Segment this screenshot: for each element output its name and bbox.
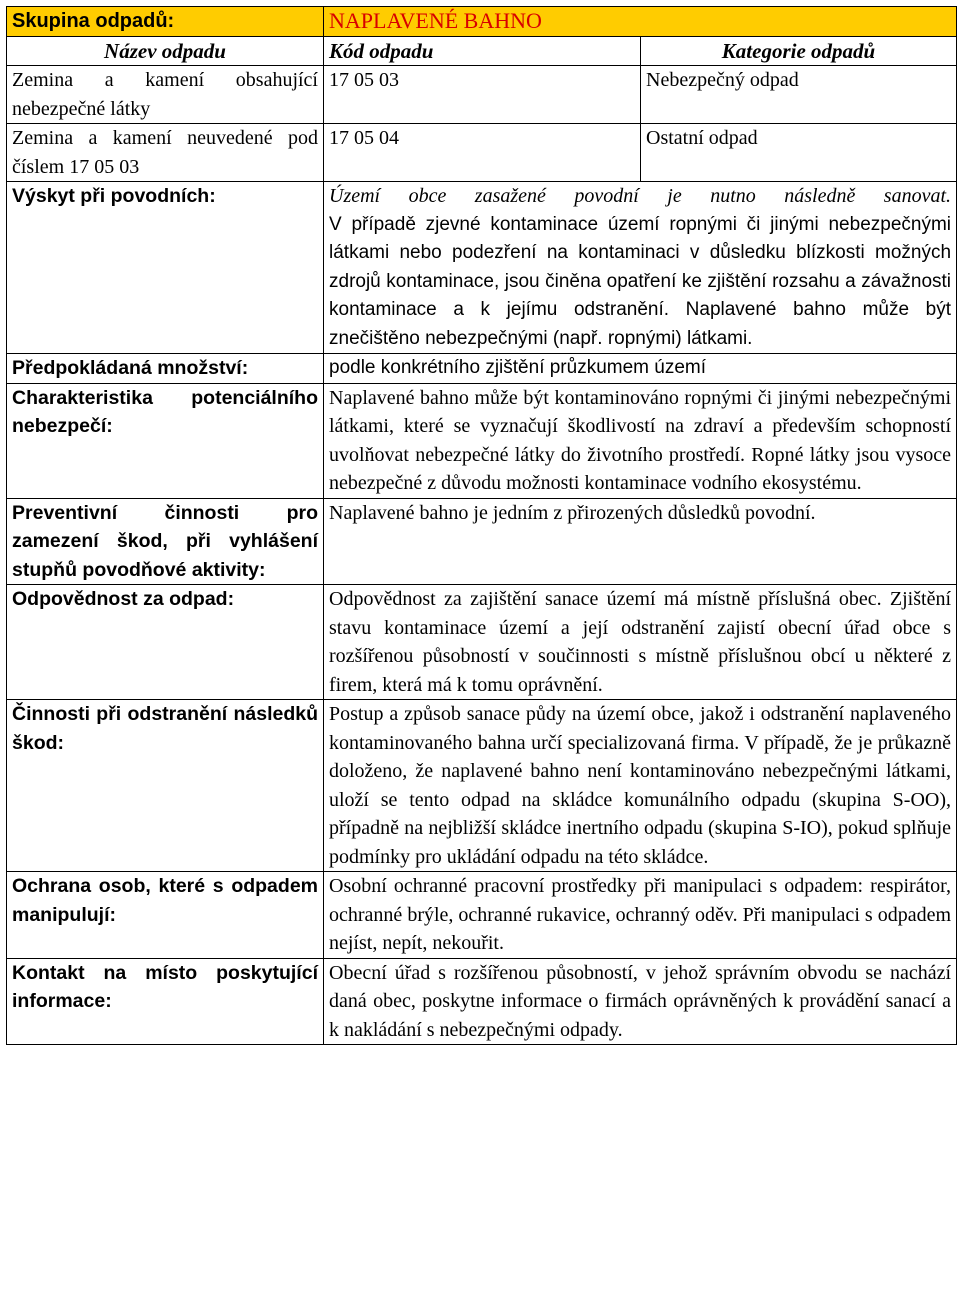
section-row — [7, 585, 957, 700]
section-row — [7, 958, 957, 1045]
column-header-name: Název odpadu — [7, 36, 324, 66]
section-value: Naplavené bahno je jedním z přirozených důsledků povodní. — [324, 498, 957, 585]
waste-row — [7, 66, 957, 124]
section-label: Preventivní činnosti pro zamezení škod, při vyhlášení stupňů povodňové aktivity: — [7, 498, 324, 585]
waste-row — [7, 124, 957, 182]
section-row — [7, 383, 957, 498]
section-row — [7, 872, 957, 959]
section-label: Ochrana osob, které s odpadem manipulují: — [7, 872, 324, 959]
section-row — [7, 700, 957, 872]
section-value-intro: Území obce zasažené povodní je nutno následně sanovat. — [329, 185, 952, 207]
section-value: Obecní úřad s rozšířenou působností, v jehož správním obvodu se nachází daná obec, poskytne informace o firmách oprávněných k provádění sanací a k nakládání s nebezpečnými odpady. — [324, 958, 957, 1045]
section-value — [324, 182, 957, 354]
section-value: Naplavené bahno může být kontaminováno ropnými či jinými nebezpečnými látkami, které se vyznačují škodlivostí na zdraví a především schopností uvolňovat nebezpečné látky do životního prostředí. Ropné látky jsou vysoce nebezpečné z důvodu možnosti kontaminace vodního ekosystému. — [324, 383, 957, 498]
group-row — [7, 7, 957, 37]
group-label: Skupina odpadů: — [7, 7, 324, 37]
waste-category: Nebezpečný odpad — [641, 66, 957, 124]
section-label: Činnosti při odstranění následků škod: — [7, 700, 324, 872]
column-header-row — [7, 36, 957, 66]
waste-category: Ostatní odpad — [641, 124, 957, 182]
section-row — [7, 498, 957, 585]
section-value: podle konkrétního zjištění průzkumem území — [324, 354, 957, 384]
waste-table — [6, 6, 957, 1045]
section-label: Předpokládaná množství: — [7, 354, 324, 384]
section-value: Postup a způsob sanace půdy na území obce, jakož i odstranění naplaveného kontaminovaného bahna určí specializovaná firma. V případě, že je průkazně doloženo, že naplavené bahno není kontaminováno nebezpečnými látkami, uloží se tento odpad na skládce komunálního odpadu (skupina S-OO), případně na nejbližší skládce inertního odpadu (skupina S-IO), pokud splňuje podmínky pro ukládání odpadu na této skládce. — [324, 700, 957, 872]
section-label: Odpovědnost za odpad: — [7, 585, 324, 700]
column-header-code: Kód odpadu — [324, 36, 641, 66]
section-label: Kontakt na místo poskytující informace: — [7, 958, 324, 1045]
section-label: Výskyt při povodních: — [7, 182, 324, 354]
waste-sheet — [6, 6, 956, 1045]
waste-code: 17 05 03 — [324, 66, 641, 124]
column-header-category: Kategorie odpadů — [641, 36, 957, 66]
waste-name: Zemina a kamení neuvedené pod číslem 17 05 03 — [7, 124, 324, 182]
section-value: Odpovědnost za zajištění sanace území má místně příslušná obec. Zjištění stavu kontaminace území a její odstranění zajistí obecní úřad obce s rozšířenou působností v součinnosti s místně příslušnou obcí u některé z firem, která má k tomu oprávnění. — [324, 585, 957, 700]
section-value: Osobní ochranné pracovní prostředky při manipulaci s odpadem: respirátor, ochranné brýle, ochranné rukavice, ochranný oděv. Při manipulaci s odpadem nejíst, nepít, nekouřit. — [324, 872, 957, 959]
section-label: Charakteristika potenciálního nebezpečí: — [7, 383, 324, 498]
section-value-body: V případě zjevné kontaminace území ropnými či jinými nebezpečnými látkami nebo podezření na kontaminaci v důsledku blízkosti možných zdrojů kontaminace, jsou činěna opatření ke zjištění rozsahu a závažnosti kontaminace a k jejímu odstranění. Naplavené bahno může být znečištěno nebezpečnými (např. ropnými) látkami. — [329, 213, 952, 349]
waste-name: Zemina a kamení obsahující nebezpečné látky — [7, 66, 324, 124]
section-row — [7, 354, 957, 384]
waste-code: 17 05 04 — [324, 124, 641, 182]
section-row — [7, 182, 957, 354]
group-value: NAPLAVENÉ BAHNO — [324, 7, 957, 37]
